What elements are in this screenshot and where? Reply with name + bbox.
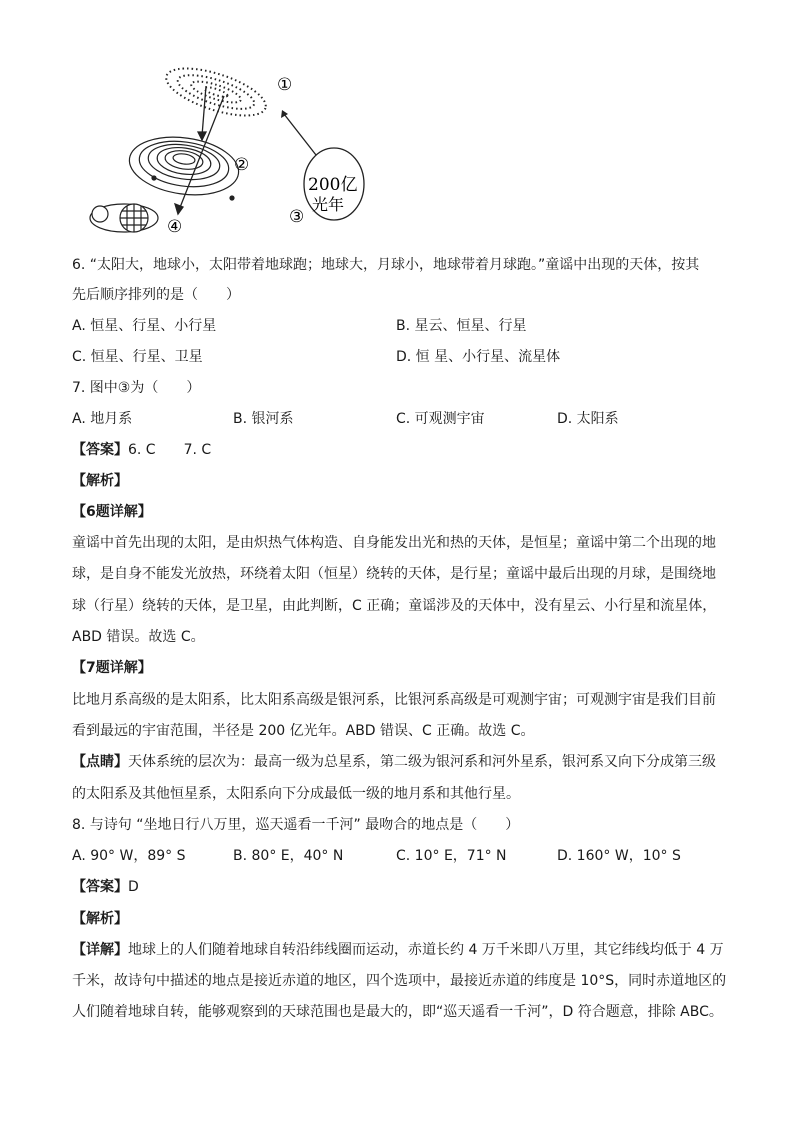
detail8-text1: 地球上的人们随着地球自转沿纬线圈而运动，赤道长约 4 万千米即八万里，其它纬线均低于 4 万: [128, 942, 724, 958]
label-1: ①: [277, 75, 293, 95]
detail6-line3: 球（行星）绕转的天体，是卫星，由此判断，C 正确；童谣涉及的天体中，没有星云、小行星和流星体，: [72, 598, 717, 614]
detail8-line3: 人们随着地球自转，能够观察到的天球范围也是最大的，即“巡天遥看一千河”，D 符合题意，排除 ABC。: [72, 1004, 723, 1020]
tip-line2: 的太阳系及其他恒星系，太阳系向下分成最低一级的地月系和其他行星。: [72, 786, 520, 802]
q6-option-b: B. 星云、恒星、行星: [396, 318, 527, 334]
circle-text-line2: 光年: [312, 195, 345, 214]
detail8-tag: 【详解】: [72, 942, 128, 958]
answer-tag: 【答案】: [72, 442, 128, 458]
label-3: ③: [289, 207, 305, 227]
detail7-line1: 比地月系高级的是太阳系，比太阳系高级是银河系，比银河系高级是可观测宇宙；可观测宇宙是我们目前: [72, 692, 716, 708]
q7-option-b: B. 银河系: [233, 411, 294, 427]
detail7-title: 【7题详解】: [72, 660, 152, 676]
detail8-line2: 千米，故诗句中描述的地点是接近赤道的地区，四个选项中，最接近赤道的纬度是 10°S，同时赤道地区的: [72, 973, 727, 989]
tip-line1: [72, 752, 716, 772]
q8-option-c: C. 10° E，71° N: [396, 848, 507, 864]
analysis-heading-6-7: 【解析】: [72, 473, 128, 489]
q7-option-d: D. 太阳系: [557, 411, 619, 427]
answer-8: [72, 877, 139, 897]
detail8-line1: [72, 940, 724, 960]
q7-option-a: A. 地月系: [72, 411, 133, 427]
q6-option-c: C. 恒星、行星、卫星: [72, 349, 203, 365]
q8-option-d: D. 160° W，10° S: [557, 848, 681, 864]
q6-option-a: A. 恒星、行星、小行星: [72, 318, 217, 334]
solar-system-drawing: [126, 131, 243, 202]
detail6-title: 【6题详解】: [72, 504, 152, 520]
answer8-tag: 【答案】: [72, 879, 128, 895]
q6-stem-line1: 6. “太阳大，地球小，太阳带着地球跑；地球大，月球小，地球带着月球跑。”童谣中出现的天体，按其: [72, 257, 700, 273]
detail6-line1: 童谣中首先出现的太阳，是由炽热气体构造、自身能发出光和热的天体，是恒星；童谣中第二个出现的地: [72, 535, 716, 551]
celestial-system-figure: [84, 58, 374, 238]
detail7-line2: 看到最远的宇宙范围，半径是 200 亿光年。ABD 错误、C 正确。故选 C。: [72, 723, 535, 739]
q8-option-a: A. 90° W，89° S: [72, 848, 186, 864]
q7-stem: 7. 图中③为（ ）: [72, 380, 201, 396]
earth-moon-drawing: [90, 204, 158, 232]
tip-text1: 天体系统的层次为：最高一级为总星系，第二级为银河系和河外星系，银河系又向下分成第三级: [128, 754, 716, 770]
q8-option-b: B. 80° E，40° N: [233, 848, 344, 864]
q6-stem-line2: 先后顺序排列的是（ ）: [72, 287, 240, 303]
answer8-text: D: [128, 879, 139, 895]
q7-option-c: C. 可观测宇宙: [396, 411, 485, 427]
label-4: ④: [167, 217, 183, 237]
detail6-line4: ABD 错误。故选 C。: [72, 629, 205, 645]
q8-stem: 8. 与诗句 “坐地日行八万里，巡天遥看一千河” 最吻合的地点是（ ）: [72, 817, 520, 833]
analysis-heading-8: 【解析】: [72, 911, 128, 927]
answer-6-7: [72, 440, 211, 460]
answer-text: 6. C 7. C: [128, 442, 212, 458]
tip-tag: 【点睛】: [72, 754, 128, 770]
detail6-line2: 球，是自身不能发光放热，环绕着太阳（恒星）绕转的天体，是行星；童谣中最后出现的月球，是围绕地: [72, 566, 716, 582]
circle-text-line1: 200亿: [308, 175, 358, 195]
label-2: ②: [234, 155, 250, 175]
q6-option-d: D. 恒 星、小行星、流星体: [396, 349, 561, 365]
